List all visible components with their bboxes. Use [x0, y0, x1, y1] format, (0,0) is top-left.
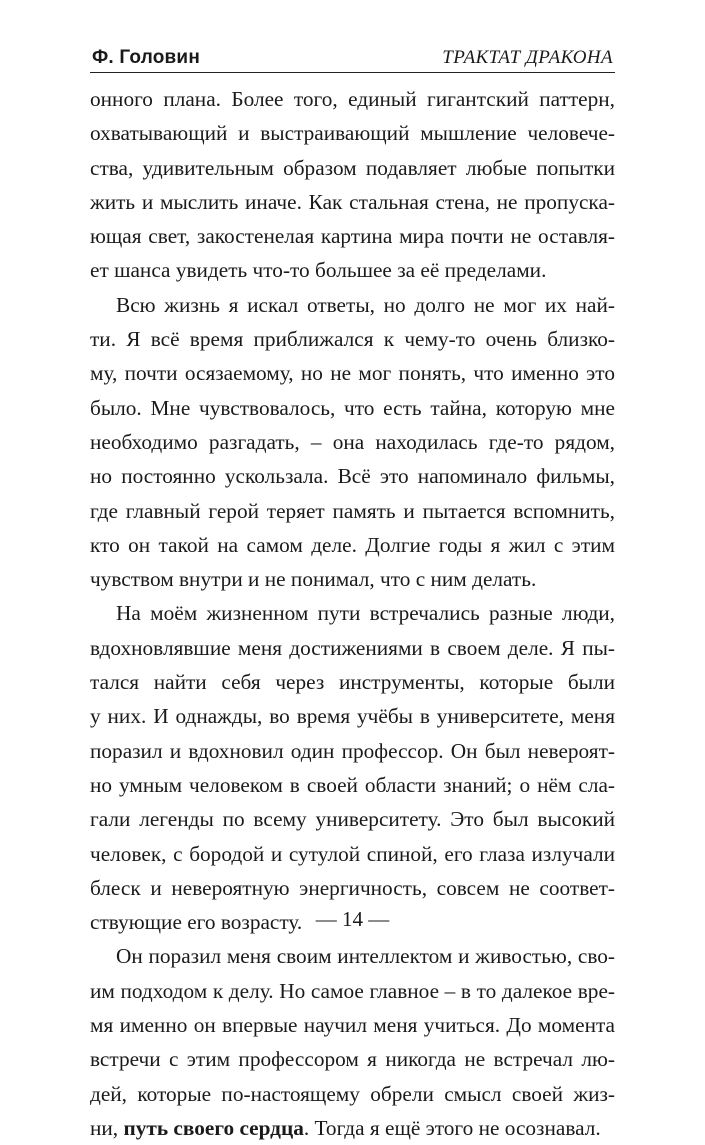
running-header [90, 44, 615, 73]
text-line: у них. И однажды, во время учёбы в университете, меня [90, 704, 615, 729]
text-line: ет шанса увидеть что-то большее за её пределами. [90, 258, 547, 283]
text-line: На моём жизненном пути встречались разные люди, [116, 601, 615, 626]
author-name: Ф. Головин [92, 47, 200, 68]
text-line: необходимо разгадать, – она находилась где-то рядом, [90, 429, 615, 454]
text-line: ти. Я всё время приближался к чему-то очень близко- [90, 327, 615, 352]
text-line: кто он такой на самом деле. Долгие годы я жил с этим [90, 532, 615, 557]
text-line: охватывающий и выстраивающий мышление человече- [90, 121, 615, 146]
text-line-with-emphasis [90, 1111, 615, 1145]
text-line: поразил и вдохновил один профессор. Он был невероят- [90, 738, 615, 763]
text-line: гали легенды по всему университету. Это был высокий [90, 807, 615, 832]
page-number: — 14 — [315, 907, 390, 931]
text-line: но умным человеком в своей области знаний; о нём сла- [90, 772, 615, 797]
text-line: чувством внутри и не понимал, что с ним делать. [90, 567, 537, 592]
book-title: ТРАКТАТ ДРАКОНА [442, 47, 613, 68]
text-line: дей, которые по-настоящему обрели смысл своей жиз- [90, 1081, 615, 1106]
text-line: онного плана. Более того, единый гигантский паттерн, [90, 87, 615, 111]
page-body [90, 82, 615, 1145]
text-line: было. Мне чувствовалось, что есть тайна, которую мне [90, 395, 615, 420]
text-line: вдохновлявшие меня достижениями в своем деле. Я пы- [90, 635, 615, 660]
text-line: му, почти осязаемому, но не мог понять, что именно это [90, 361, 615, 386]
text-line: им подходом к делу. Но самое главное – в то далекое вре- [90, 978, 615, 1003]
text-line: встречи с этим профессором я никогда не встречал лю- [90, 1047, 615, 1072]
text-line: тался найти себя через инструменты, которые были [90, 670, 615, 695]
text-line: блеск и невероятную энергичность, совсем не соответ- [90, 875, 615, 900]
text-line: Всю жизнь я искал ответы, но долго не мог их най- [116, 292, 615, 317]
text-line: ющая свет, закостенелая картина мира почти не оставля- [90, 224, 615, 249]
text-line: где главный герой теряет память и пытается вспомнить, [90, 498, 615, 523]
text-line: ствующие его возрасту. [90, 910, 303, 935]
text-line: человек, с бородой и сутулой спиной, его глаза излучали [90, 841, 615, 866]
text-line: Он поразил меня своим интеллектом и живостью, сво- [116, 944, 615, 969]
text-run: . Тогда я ещё этого не осознавал. [303, 1115, 601, 1140]
text-line: мя именно он впервые научил меня учиться. До момента [90, 1013, 615, 1038]
text-run: ни, [90, 1115, 124, 1140]
emphasized-phrase: путь своего сердца [123, 1115, 304, 1140]
text-line: но постоянно ускользала. Всё это напоминало фильмы, [90, 464, 615, 489]
text-line: жить и мыслить иначе. Как стальная стена, не пропуска- [90, 189, 615, 214]
text-line: ства, удивительным образом подавляет любые попытки [90, 155, 615, 180]
